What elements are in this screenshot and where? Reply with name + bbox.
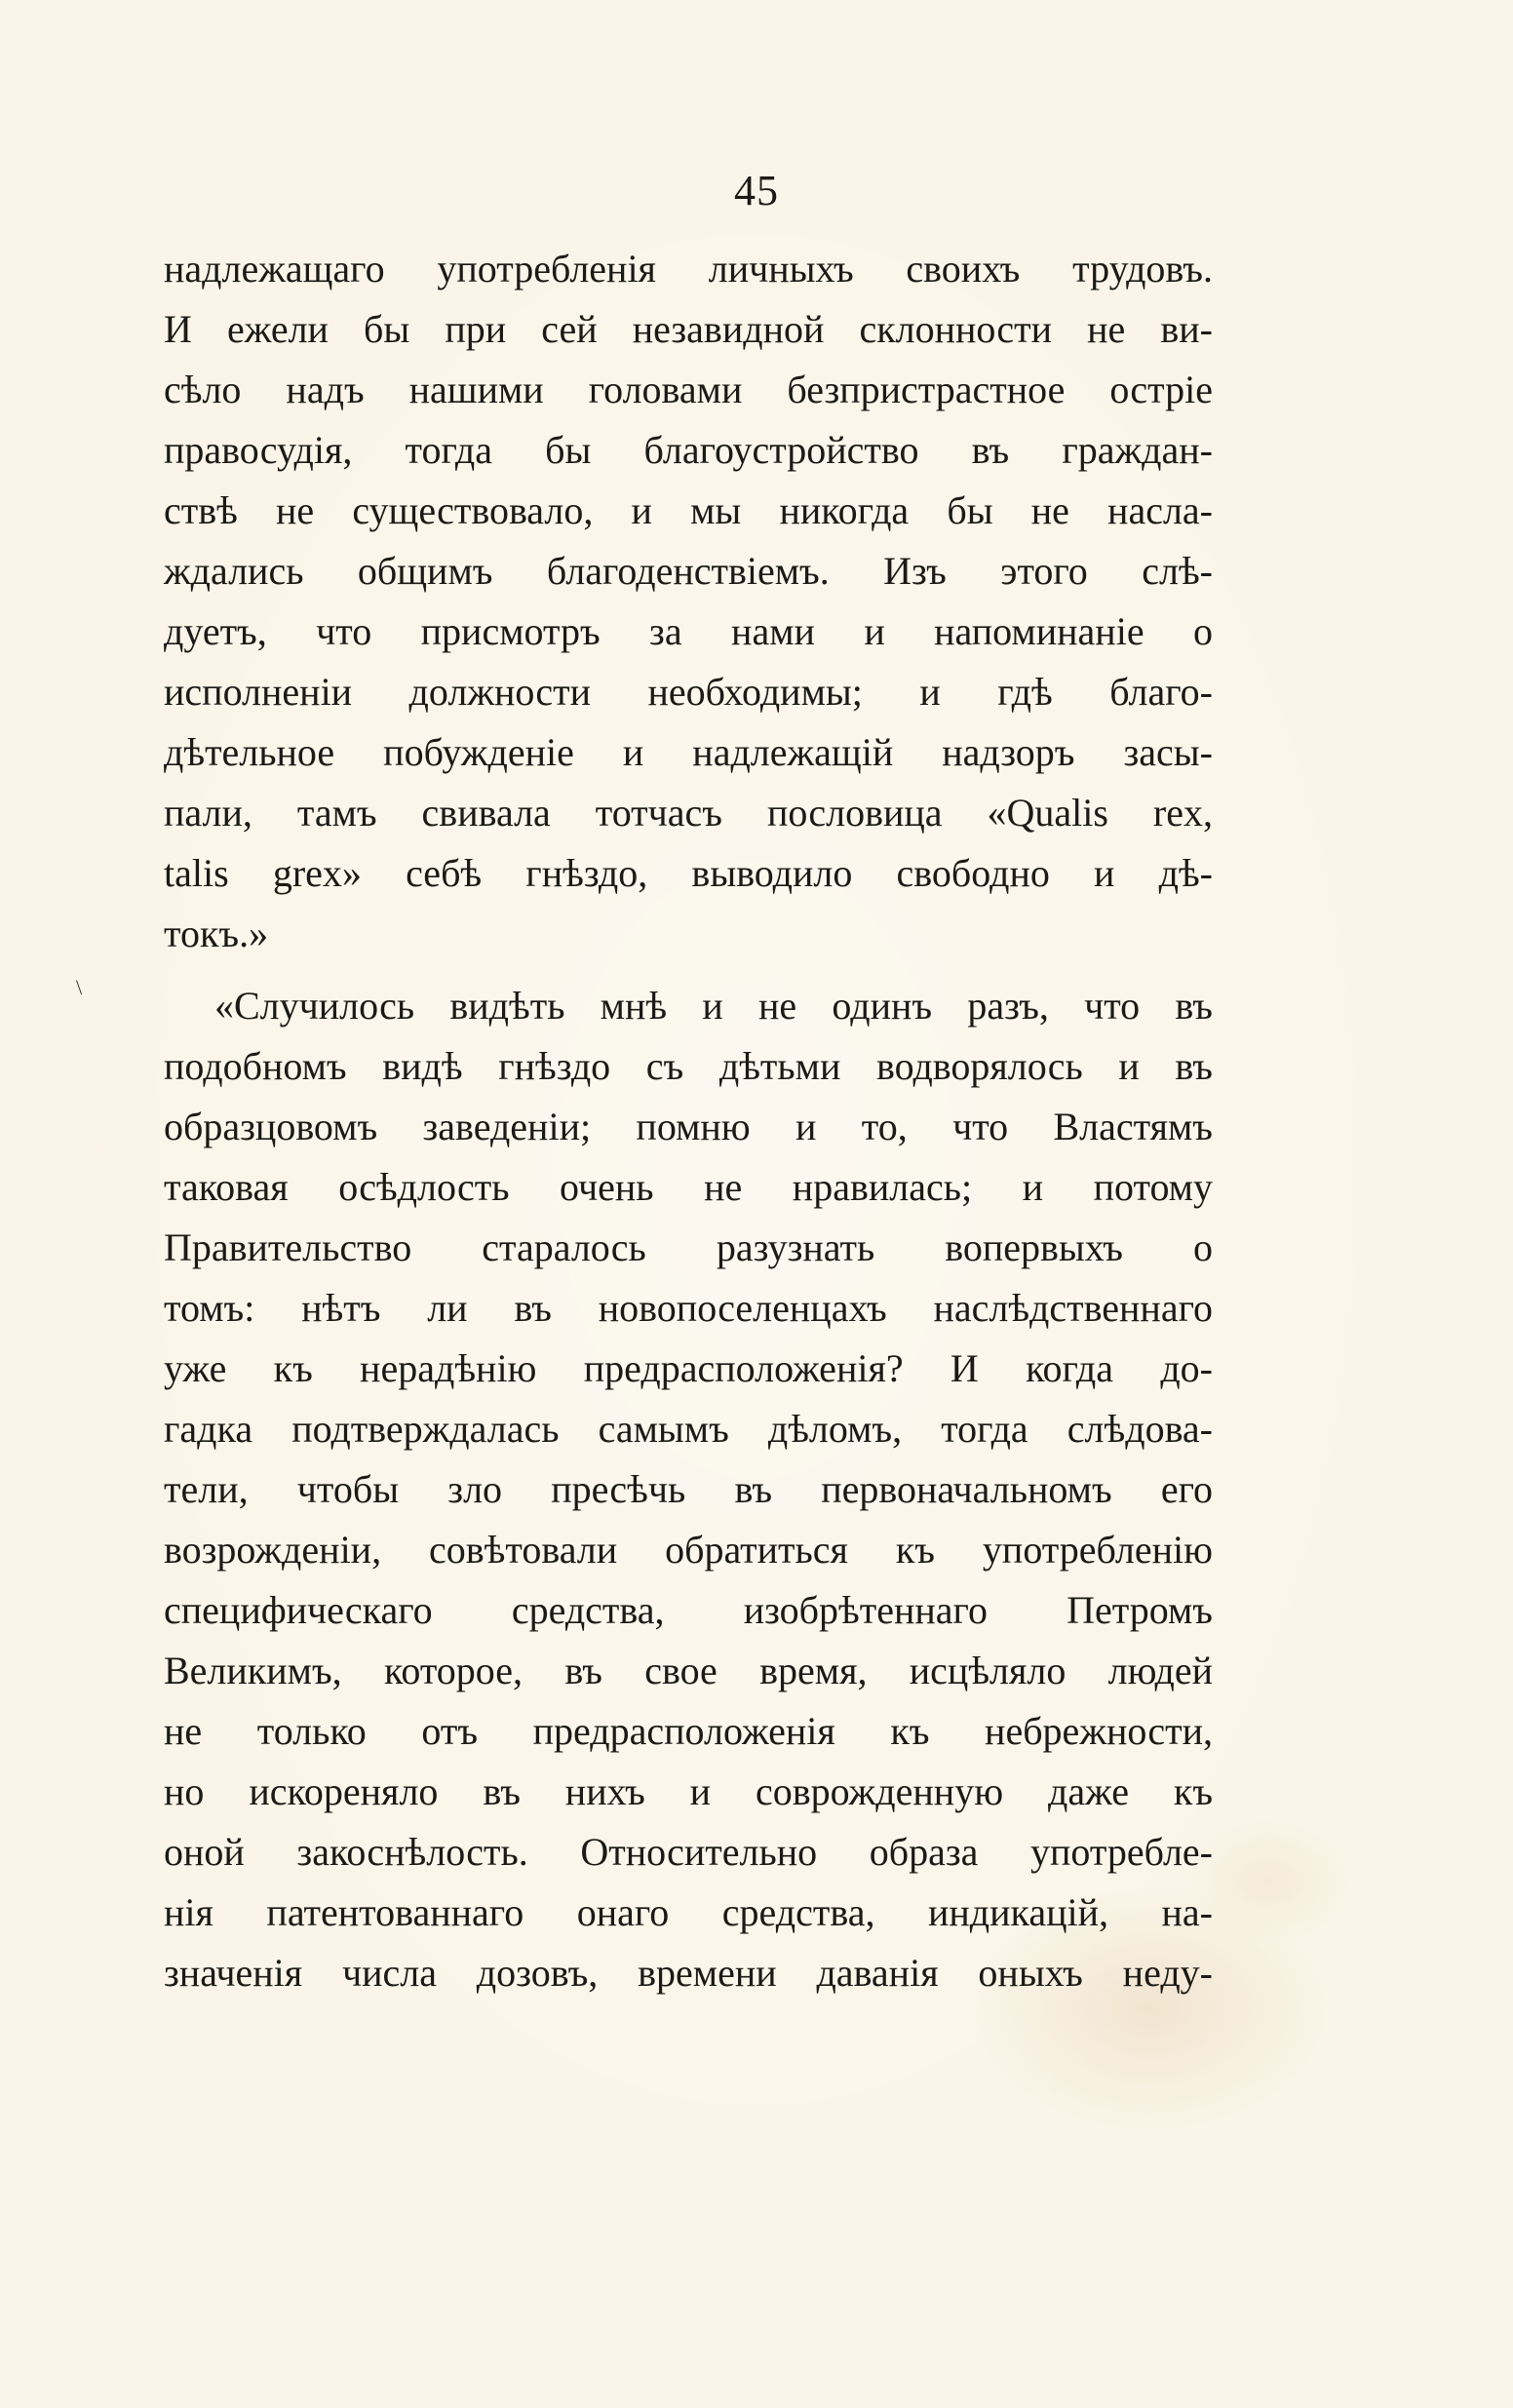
text-line: тели, чтобы зло пресѣчь въ первоначальномъ его	[164, 1467, 1213, 1511]
text-line: надлежащаго употребленія личныхъ своихъ трудовъ.	[164, 247, 1213, 291]
text-line: возрожденіи, совѣтовали обратиться къ употребленію	[164, 1528, 1213, 1572]
text-line: значенія числа дозовъ, времени даванія оныхъ неду-	[164, 1951, 1213, 1995]
paragraph-gap	[164, 964, 1213, 976]
text-line: оной закоснѣлость. Относительно образа употребле-	[164, 1830, 1213, 1874]
text-line: «Случилось видѣть мнѣ и не одинъ разъ, что въ	[214, 984, 1213, 1028]
text-line: но искореняло въ нихъ и соврожденную даже къ	[164, 1769, 1213, 1813]
text-line: токъ.»	[164, 912, 269, 955]
text-line: talis grex» себѣ гнѣздо, выводило свободно и дѣ-	[164, 851, 1213, 895]
text-line: специфическаго средства, изобрѣтеннаго Петромъ	[164, 1588, 1213, 1632]
text-line: образцовомъ заведеніи; помню и то, что Властямъ	[164, 1105, 1213, 1148]
text-line: пали, тамъ свивала тотчасъ пословица «Qualis rex,	[164, 791, 1213, 835]
text-line: дѣтельное побужденіе и надлежащій надзоръ засы-	[164, 730, 1213, 774]
text-line: гадка подтверждалась самымъ дѣломъ, тогда слѣдова-	[164, 1407, 1213, 1451]
page-number: 45	[734, 167, 779, 214]
text-line: ствѣ не существовало, и мы никогда бы не насла-	[164, 488, 1213, 532]
text-line: правосудія, тогда бы благоустройство въ граждан-	[164, 428, 1213, 472]
text-line: таковая осѣдлость очень не нравилась; и потому	[164, 1165, 1213, 1209]
text-line: дуетъ, что присмотръ за нами и напоминаніе о	[164, 609, 1213, 653]
text-line: Правительство старалось разузнать вопервыхъ о	[164, 1225, 1213, 1269]
paragraph-2	[164, 976, 1213, 2003]
text-line: исполненіи должности необходимы; и гдѣ благо-	[164, 670, 1213, 714]
text-line: не только отъ предрасположенія къ небрежности,	[164, 1709, 1213, 1753]
text-line: ждались общимъ благоденствіемъ. Изъ этого слѣ-	[164, 549, 1213, 593]
text-line: И ежели бы при сей незавидной склонности не ви-	[164, 307, 1213, 351]
text-line: Великимъ, которое, въ свое время, исцѣляло людей	[164, 1649, 1213, 1692]
text-line: сѣло надъ нашими головами безпристрастное острiе	[164, 368, 1213, 411]
body-text	[164, 239, 1213, 2003]
text-line: томъ: нѣтъ ли въ новопоселенцахъ наслѣдственнаго	[164, 1286, 1213, 1330]
text-line: подобномъ видѣ гнѣздо съ дѣтьми водворялось и въ	[164, 1044, 1213, 1088]
margin-mark: \	[76, 975, 83, 999]
paragraph-1	[164, 239, 1213, 964]
text-line: нія патентованнаго онаго средства, индикацій, на-	[164, 1890, 1213, 1934]
text-line: уже къ нерадѣнію предрасположенія? И когда до-	[164, 1346, 1213, 1390]
